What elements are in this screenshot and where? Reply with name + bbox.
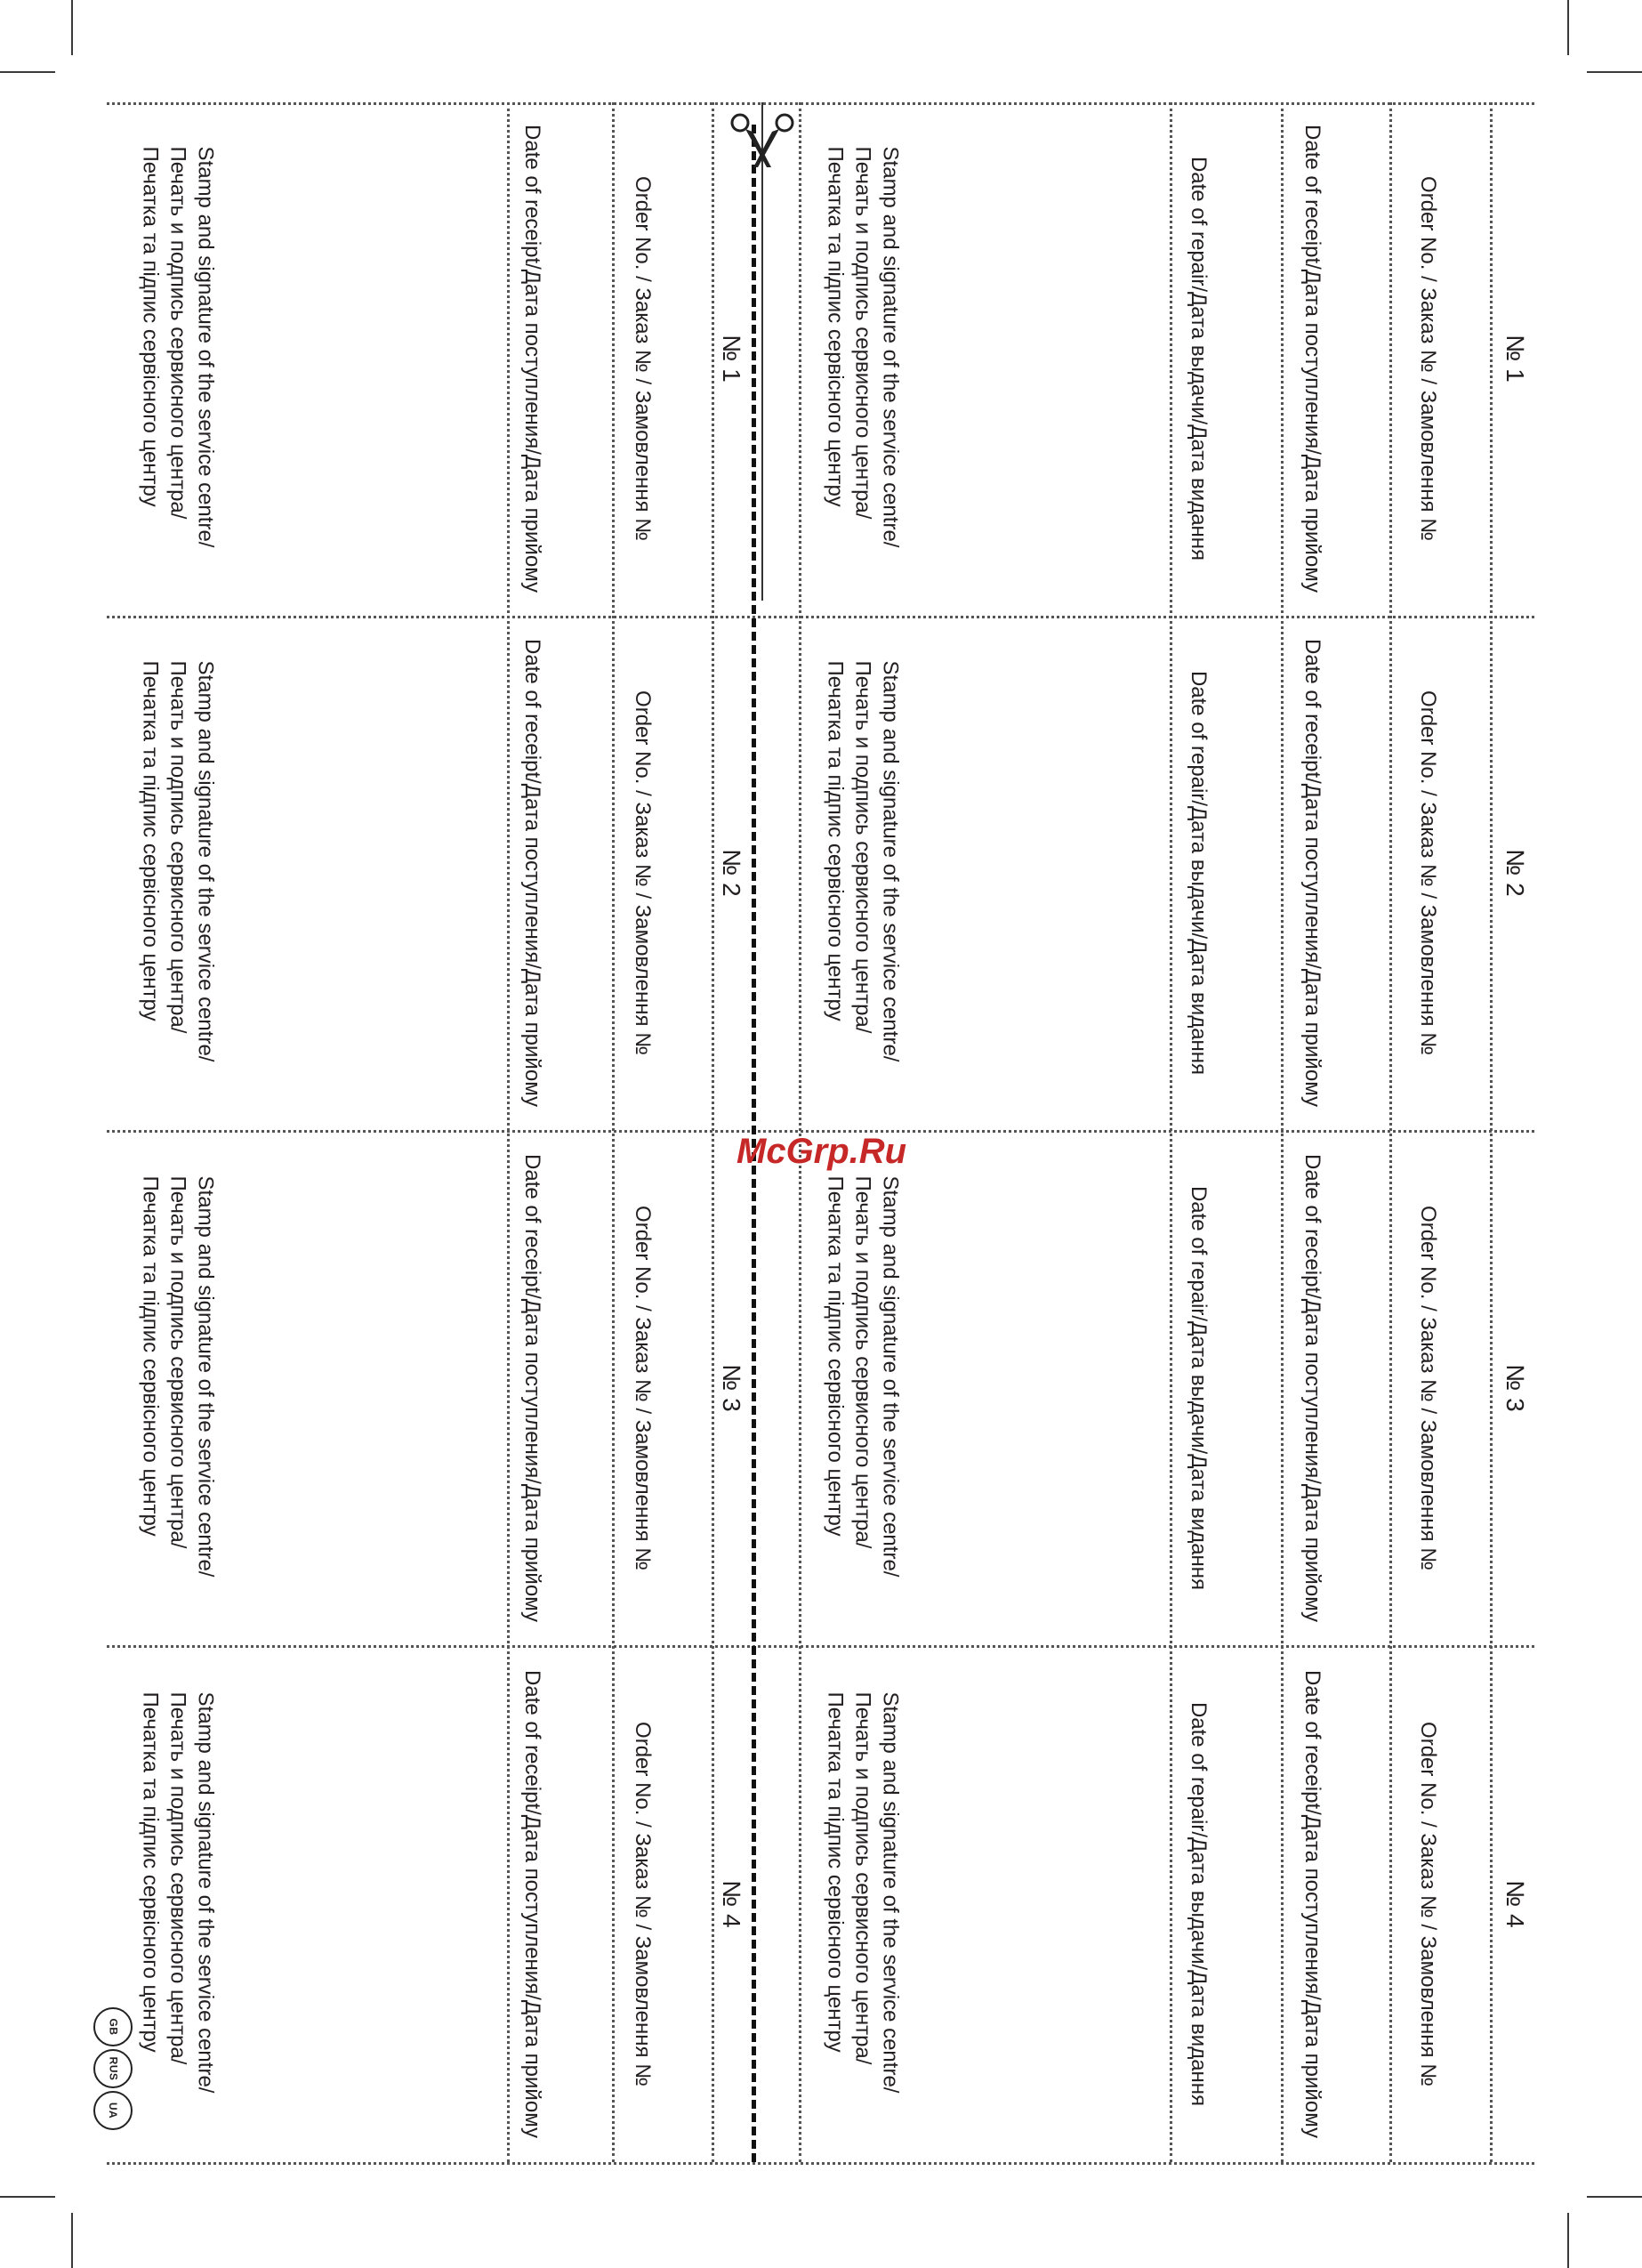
stub-date-of-receipt-field: Date of receipt/Дата поступления/Дата прийому [520,1154,544,1622]
order-number-field: Order No. / Заказ № / Замовлення № [1416,690,1440,1055]
date-of-receipt-field: Date of receipt/Дата поступления/Дата прийому [1300,1154,1324,1622]
stub-date-of-receipt-field: Date of receipt/Дата поступления/Дата прийому [520,1670,544,2138]
lang-badge-gb: GB [93,2007,133,2046]
stub-order-number-field: Order No. / Заказ № / Замовлення № [631,1722,655,2086]
stub-number: № 1 [718,335,745,383]
date-of-repair-field: Date of repair/Дата выдачи/Дата видання [1187,670,1211,1076]
crop-mark [0,2196,55,2198]
scissors-icon [722,105,802,176]
stamp-signature-field: Stamp and signature of the service centre/ Печать и подпись сервисного центра/ Печатка та підпис сервісного центру [823,146,903,548]
stub-order-number-field: Order No. / Заказ № / Замовлення № [631,176,655,541]
stamp-signature-field: Stamp and signature of the service centre/ Печать и подпись сервисного центра/ Печатка та підпис сервісного центру [823,1175,903,1578]
crop-mark [71,2213,73,2268]
crop-mark [71,0,73,55]
lang-badge-ua: UA [93,2091,133,2130]
stub-number: № 2 [718,849,745,897]
crop-mark [1567,0,1569,55]
stub-stamp-signature-field: Stamp and signature of the service centre/ Печать и подпись сервисного центра/ Печатка та підпис сервісного центру [138,1175,218,1578]
stub-number: № 4 [718,1880,745,1928]
date-of-receipt-field: Date of receipt/Дата поступления/Дата прийому [1300,1670,1324,2138]
stub-stamp-signature-field: Stamp and signature of the service centre/ Печать и подпись сервисного центра/ Печатка та підпис сервісного центру [138,146,218,548]
date-of-receipt-field: Date of receipt/Дата поступления/Дата прийому [1300,125,1324,593]
stub-stamp-signature-field: Stamp and signature of the service centre/ Печать и подпись сервисного центра/ Печатка та підпис сервісного центру [138,660,218,1062]
stub-order-number-field: Order No. / Заказ № / Замовлення № [631,1206,655,1570]
card-number: № 2 [1501,849,1529,897]
crop-mark [0,71,55,73]
card-number: № 4 [1501,1880,1529,1928]
stub-order-number-field: Order No. / Заказ № / Замовлення № [631,690,655,1055]
card-number: № 3 [1501,1364,1529,1412]
date-of-repair-field: Date of repair/Дата выдачи/Дата видання [1187,156,1211,561]
crop-mark [1587,2196,1642,2198]
stub-date-of-receipt-field: Date of receipt/Дата поступления/Дата прийому [520,639,544,1107]
watermark: McGrp.Ru [736,1132,907,1171]
stamp-signature-field: Stamp and signature of the service centre/ Печать и подпись сервисного центра/ Печатка та підпис сервісного центру [823,660,903,1062]
stub-number: № 3 [718,1364,745,1412]
crop-mark [1567,2213,1569,2268]
lang-badge-rus: RUS [93,2049,133,2088]
order-number-field: Order No. / Заказ № / Замовлення № [1416,176,1440,541]
date-of-repair-field: Date of repair/Дата выдачи/Дата видання [1187,1701,1211,2107]
crop-mark [1587,71,1642,73]
order-number-field: Order No. / Заказ № / Замовлення № [1416,1722,1440,2086]
order-number-field: Order No. / Заказ № / Замовлення № [1416,1206,1440,1570]
stamp-signature-field: Stamp and signature of the service centre/ Печать и подпись сервисного центра/ Печатка та підпис сервісного центру [823,1691,903,2094]
stub-date-of-receipt-field: Date of receipt/Дата поступления/Дата прийому [520,125,544,593]
date-of-repair-field: Date of repair/Дата выдачи/Дата видання [1187,1185,1211,1591]
date-of-receipt-field: Date of receipt/Дата поступления/Дата прийому [1300,639,1324,1107]
card-number: № 1 [1501,335,1529,383]
stub-stamp-signature-field: Stamp and signature of the service centre/ Печать и подпись сервисного центра/ Печатка та підпис сервісного центру [138,1691,218,2094]
